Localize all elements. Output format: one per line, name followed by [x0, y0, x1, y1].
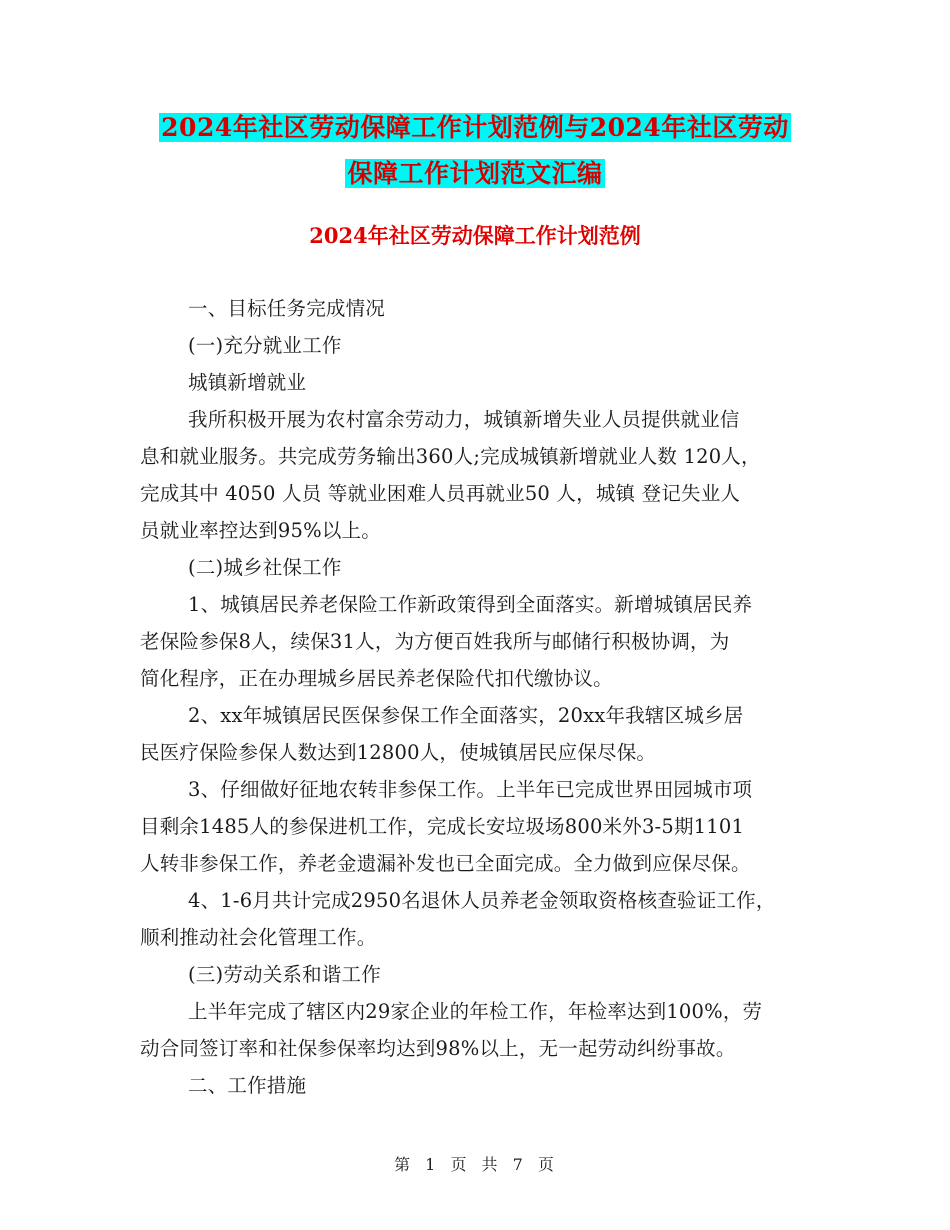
body-line: 目剩余1485人的参保进机工作，完成长安垃圾场800米外3-5期1101: [140, 815, 745, 838]
body-line: (一)充分就业工作: [188, 334, 342, 357]
body-line: 上半年完成了辖区内29家企业的年检工作，年检率达到100%，劳: [188, 1000, 763, 1023]
body-line: 员就业率控达到95%以上。: [140, 519, 381, 542]
section-title: 2024年社区劳动保障工作计划范例: [309, 223, 641, 248]
body-line: 息和就业服务。共完成劳务输出360人;完成城镇新增就业人数 120人，: [140, 445, 761, 468]
body-line: 2、xx年城镇居民医保参保工作全面落实，20xx年我辖区城乡居: [188, 704, 744, 727]
body-line: 动合同签订率和社保参保率均达到98%以上，无一起劳动纠纷事故。: [140, 1037, 736, 1060]
body-line: 我所积极开展为农村富余劳动力，城镇新增失业人员提供就业信: [188, 408, 740, 431]
body-line: 民医疗保险参保人数达到12800人，使城镇居民应保尽保。: [140, 741, 657, 764]
body-line: 完成其中 4050 人员 等就业困难人员再就业50 人，城镇 登记失业人: [140, 482, 741, 505]
body-line: (二)城乡社保工作: [188, 556, 342, 579]
body-line: 4、1-6月共计完成2950名退休人员养老金领取资格核查验证工作，: [188, 889, 776, 912]
body-line: 城镇新增就业: [188, 371, 307, 394]
document-title-line-2: 保障工作计划范文汇编: [347, 159, 603, 188]
body-line: 一、目标任务完成情况: [188, 297, 386, 320]
body-line: 老保险参保8人，续保31人，为方便百姓我所与邮储行积极协调，为: [140, 630, 730, 653]
body-line: 3、仔细做好征地农转非参保工作。上半年已完成世界田园城市项: [188, 778, 753, 801]
body-line: (三)劳动关系和谐工作: [188, 963, 381, 986]
body-line: 顺利推动社会化管理工作。: [140, 926, 377, 949]
document-title-line-1: 2024年社区劳动保障工作计划范例与2024年社区劳动: [161, 113, 789, 142]
body-line: 二、工作措施: [188, 1074, 307, 1097]
page-number-footer: 第 1 页 共 7 页: [394, 1155, 556, 1174]
body-line: 简化程序，正在办理城乡居民养老保险代扣代缴协议。: [140, 667, 613, 690]
body-line: 人转非参保工作，养老金遗漏补发也已全面完成。全力做到应保尽保。: [140, 852, 751, 875]
body-line: 1、城镇居民养老保险工作新政策得到全面落实。新增城镇居民养: [188, 593, 753, 616]
